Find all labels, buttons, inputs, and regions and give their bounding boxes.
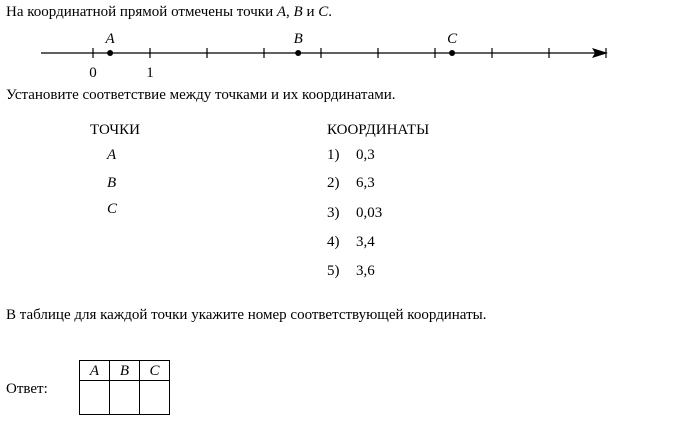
number-line-point-a <box>107 50 113 56</box>
coordinate-1-number: 1) <box>327 147 340 163</box>
zero-label: 0 <box>89 65 97 81</box>
coordinates-header: КООРДИНАТЫ <box>327 122 430 138</box>
number-line <box>0 0 677 90</box>
number-line-point-c <box>449 50 455 56</box>
answer-cell-c[interactable] <box>140 381 170 415</box>
point-a-label: A <box>107 147 117 163</box>
number-line-label-a: A <box>105 31 115 47</box>
answer-column-b: B <box>110 361 140 381</box>
coordinate-2-number: 2) <box>327 175 340 191</box>
number-line-label-b: B <box>293 31 303 47</box>
answer-label: Ответ: <box>6 381 48 397</box>
answer-value-row <box>80 381 170 415</box>
coordinate-5-number: 5) <box>327 263 340 279</box>
answer-cell-b[interactable] <box>110 381 140 415</box>
point-c-label: C <box>107 201 118 217</box>
coordinate-5-value: 3,6 <box>356 263 375 279</box>
answer-column-a: A <box>80 361 110 381</box>
coordinate-1-value: 0,3 <box>356 147 375 163</box>
intro-period: . <box>328 4 332 20</box>
coordinate-4-value: 3,4 <box>356 234 375 250</box>
number-line-label-c: C <box>447 31 458 47</box>
intro-comma: , <box>286 4 290 20</box>
instruction-text: Установите соответствие между точками и их координатами. <box>6 87 396 103</box>
intro-point-a: A <box>276 4 287 20</box>
intro-text: На координатной прямой отмечены точки <box>6 4 274 20</box>
coordinate-3-value: 0,03 <box>356 205 383 221</box>
answer-column-c: C <box>140 361 170 381</box>
table-instruction: В таблице для каждой точки укажите номер соответствующей координаты. <box>6 307 487 323</box>
intro-and: и <box>306 4 315 20</box>
intro-point-b: B <box>293 4 303 20</box>
point-b-label: B <box>107 175 117 191</box>
one-label: 1 <box>146 65 154 81</box>
intro-point-c: C <box>318 4 329 20</box>
answer-header-row <box>80 361 170 381</box>
answer-cell-a[interactable] <box>80 381 110 415</box>
coordinate-4-number: 4) <box>327 234 340 250</box>
points-header: ТОЧКИ <box>90 122 141 138</box>
number-line-point-b <box>295 50 301 56</box>
coordinate-3-number: 3) <box>327 205 340 221</box>
answer-table <box>79 360 170 415</box>
coordinate-2-value: 6,3 <box>356 175 375 191</box>
